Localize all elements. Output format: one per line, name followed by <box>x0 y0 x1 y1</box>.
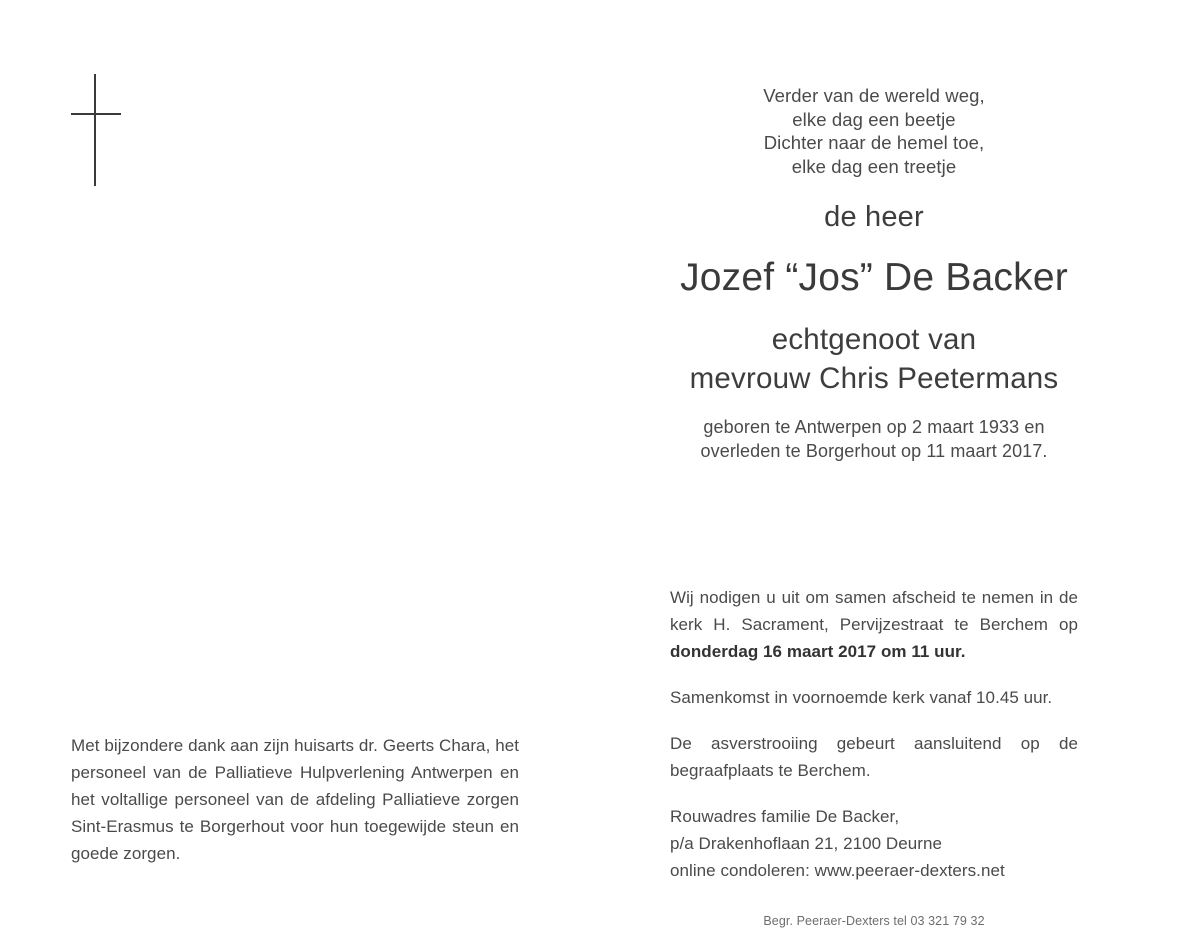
memorial-poem <box>670 84 1078 178</box>
honorific-title: de heer <box>824 201 924 233</box>
right-column <box>670 0 1078 947</box>
poem-line-1: Verder van de wereld weg, <box>763 85 985 106</box>
poem-line-2: elke dag een beetje <box>792 108 956 130</box>
poem-line-3: Dichter naar de hemel toe, <box>763 132 985 153</box>
mourning-address-line-1: Rouwadres familie De Backer, <box>670 807 900 826</box>
invitation-datetime: donderdag 16 maart 2017 om 11 uur. <box>670 642 966 661</box>
service-details <box>670 584 1078 884</box>
birth-death-dates <box>670 416 1078 463</box>
funeral-home-footer: Begr. Peeraer-Dexters tel 03 321 79 32 <box>763 914 985 928</box>
poem-line-4: elke dag een treetje <box>791 155 957 177</box>
death-line: overleden te Borgerhout op 11 maart 2017. <box>700 440 1048 461</box>
gathering-paragraph: Samenkomst in voornoemde kerk vanaf 10.45 uur. <box>670 688 1053 707</box>
invitation-paragraph <box>670 584 1078 665</box>
latin-cross-icon <box>71 74 123 186</box>
scattering-paragraph: De asverstrooiing gebeurt aansluitend op de begraafplaats te Berchem. <box>670 734 1078 780</box>
mourning-address-paragraph <box>670 803 1078 884</box>
cross-vertical-bar <box>94 74 96 186</box>
invitation-text: Wij nodigen u uit om samen afscheid te nemen in de kerk H. Sacrament, Pervijzestraat te Berchem op <box>670 588 1078 634</box>
birth-line: geboren te Antwerpen op 2 maart 1933 en <box>703 417 1045 437</box>
spouse-block <box>658 320 1090 398</box>
condolences-url-line: online condoleren: www.peeraer-dexters.net <box>670 861 1005 880</box>
mourning-address-line-2: p/a Drakenhoflaan 21, 2100 Deurne <box>670 834 942 853</box>
spouse-relation-label: echtgenoot van <box>771 323 977 356</box>
deceased-name: Jozef “Jos” De Backer <box>680 256 1068 299</box>
acknowledgements-block <box>71 732 519 867</box>
acknowledgements-text: Met bijzondere dank aan zijn huisarts dr. Geerts Chara, het personeel van de Palliatieve Hulpverlening Antwerpen en het voltallige personeel van de afdeling Palliatieve zorgen Sint-Erasmus te Borgerhout voor hun toegewijde steun en goede zorgen. <box>71 736 519 863</box>
cross-horizontal-bar <box>71 113 121 115</box>
spouse-name: mevrouw Chris Peetermans <box>689 362 1059 395</box>
